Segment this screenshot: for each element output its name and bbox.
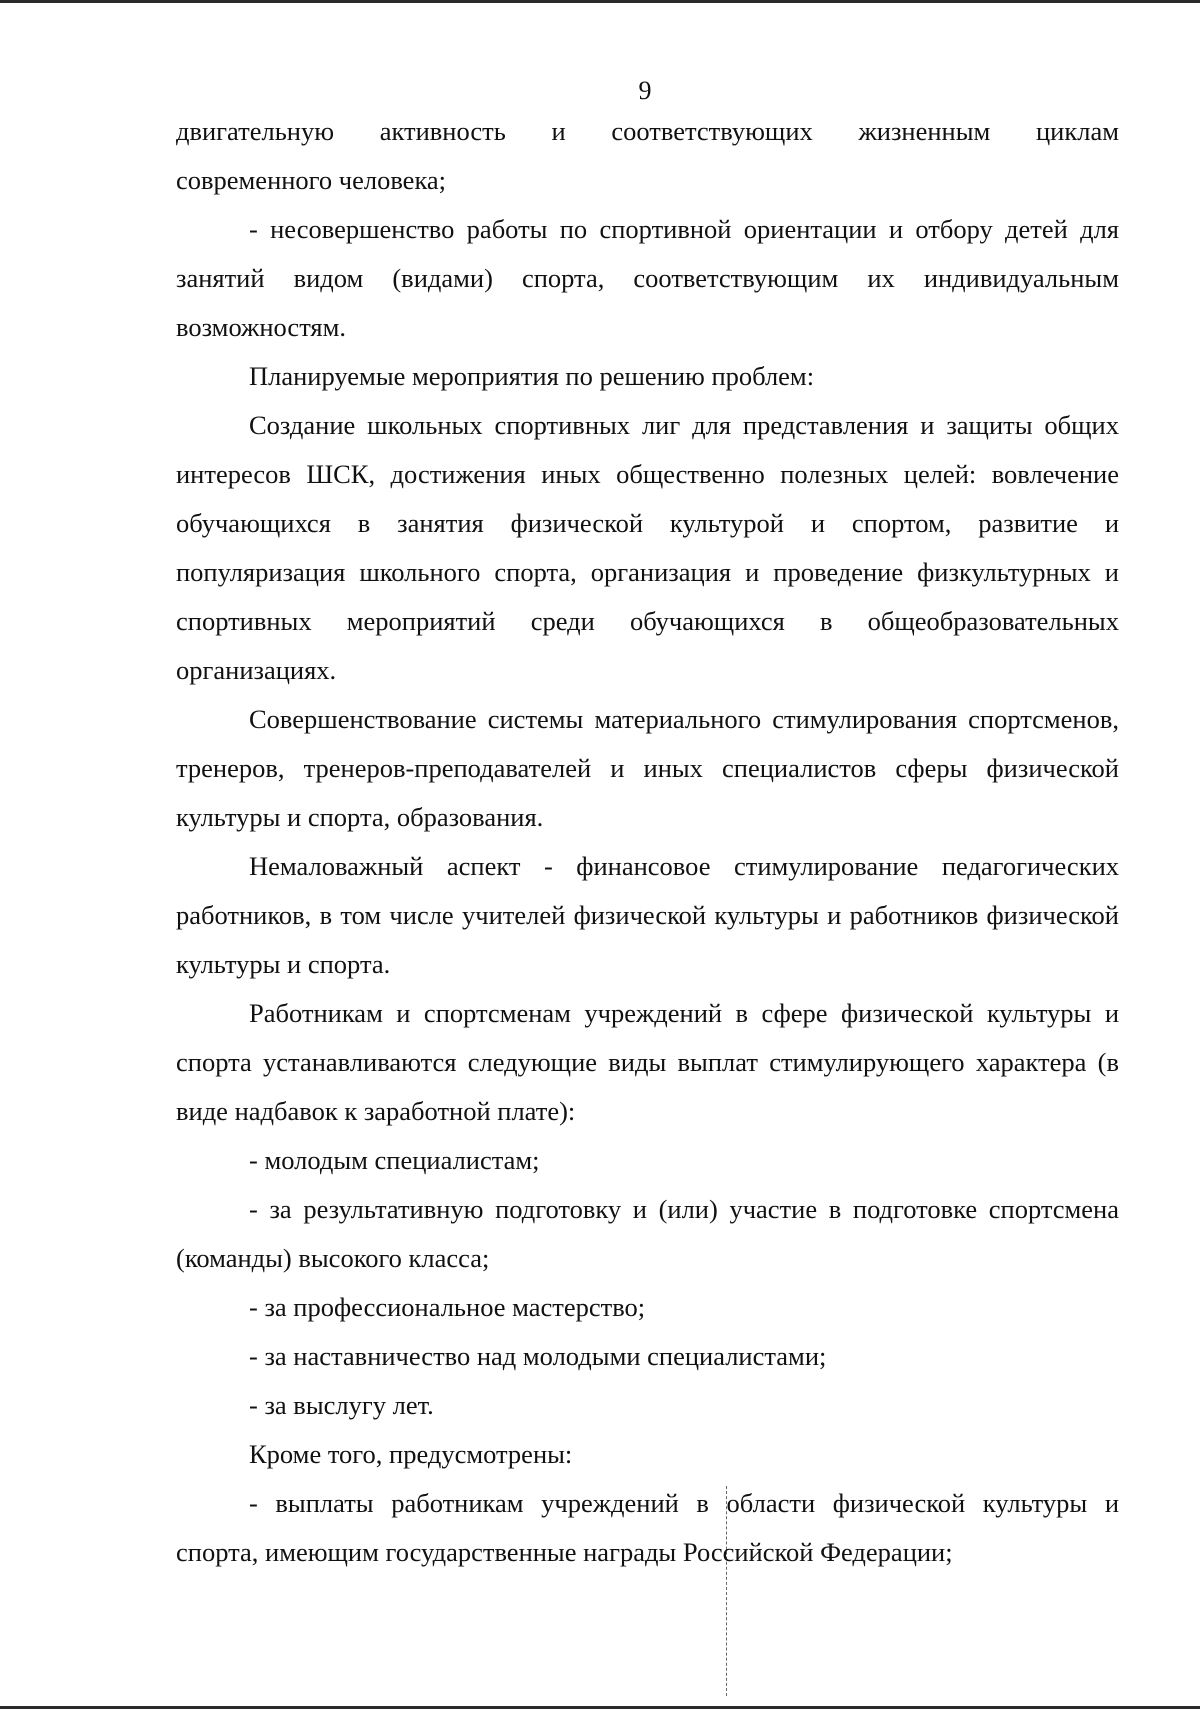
list-item: - выплаты работникам учреждений в области физической культуры и спорта, имеющим государственные награды Российской Федерации; (176, 1488, 1119, 1567)
paragraph: современного человека; (176, 165, 447, 195)
paragraph: Совершенствование системы материального стимулирования спортсменов, тренеров, тренеров-преподавателей и иных специалистов сферы физической культуры и спорта, образования. (176, 704, 1119, 832)
list-item: - за профессиональное мастерство; (249, 1292, 646, 1322)
list-item: - за выслугу лет. (249, 1390, 434, 1420)
paragraph: Планируемые мероприятия по решению проблем: (249, 361, 815, 391)
scan-edge-bottom (0, 1706, 1200, 1709)
paragraph: Работникам и спортсменам учреждений в сфере физической культуры и спорта устанавливаются следующие виды выплат стимулирующего характера (в виде надбавок к заработной плате): (176, 998, 1119, 1126)
list-item: - за результативную подготовку и (или) участие в подготовке спортсмена (команды) высокого класса; (176, 1194, 1119, 1273)
document-body (176, 107, 1119, 1577)
page-number: 9 (638, 76, 652, 105)
paragraph: - несовершенство работы по спортивной ориентации и отбору детей для занятий видом (видами) спорта, соответствующим их индивидуальным возможностям. (176, 214, 1119, 342)
list-item: - за наставничество над молодыми специалистами; (249, 1341, 827, 1371)
scan-edge-top (0, 0, 1200, 3)
paragraph: Немаловажный аспект - финансовое стимулирование педагогических работников, в том числе учителей физической культуры и работников физической культуры и спорта. (176, 851, 1119, 979)
paragraph: двигательную активность и соответствующих жизненным циклам (176, 116, 1119, 146)
paragraph: Кроме того, предусмотрены: (249, 1439, 573, 1469)
paragraph: Создание школьных спортивных лиг для представления и защиты общих интересов ШСК, достижения иных общественно полезных целей: вовлечение обучающихся в занятия физической культурой и спортом, развитие и популяризация школьного спорта, организация и проведение физкультурных и спортивных мероприятий среди обучающихся в общеобразовательных организациях. (176, 410, 1119, 685)
list-item: - молодым специалистам; (249, 1145, 540, 1175)
